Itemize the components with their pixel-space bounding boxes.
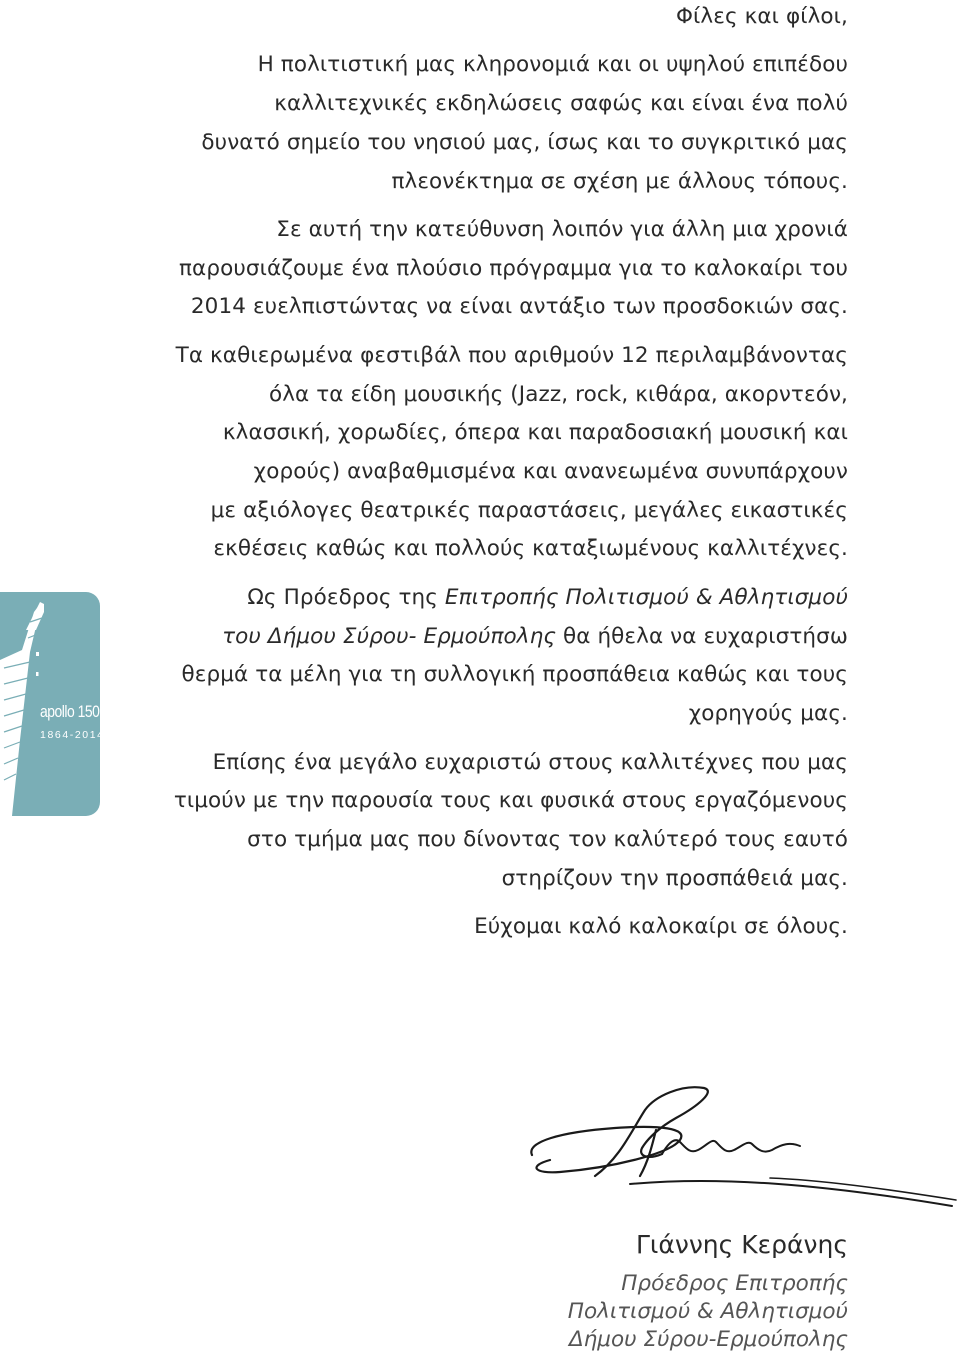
- logo-wordmark: apollo 150: [40, 702, 100, 721]
- committee-name: Επιτροπής Πολιτισμού & Αθλητισμού: [444, 585, 848, 610]
- paragraph-2-line-1: Σε αυτή την κατεύθυνση λοιπόν για άλλη μια χρονιά: [276, 217, 848, 242]
- paragraph-2-line-3: 2014 ευελπιστώντας να είναι αντάξιο των προσδοκιών σας.: [190, 294, 848, 319]
- paragraph-5-line-3: στο τμήμα μας που δίνοντας τον καλύτερό τους εαυτό: [247, 827, 848, 852]
- logo-years: 1864-2014: [40, 729, 105, 741]
- signatory-title-line-1: Πρόεδρος Επιτροπής: [621, 1271, 848, 1296]
- paragraph-1-line-3: δυνατό σημείο του νησιού μας, ίσως και το συγκριτικό μας: [201, 130, 848, 155]
- tower-logo-icon: [0, 0, 100, 820]
- paragraph-4-line-1: [247, 584, 848, 612]
- paragraph-3-line-1: Τα καθιερωμένα φεστιβάλ που αριθμούν 12 περιλαμβάνοντας: [175, 343, 848, 368]
- paragraph-3-line-2: όλα τα είδη μουσικής (Jazz, rock, κιθάρα, ακορντεόν,: [268, 382, 848, 407]
- signatory-title-line-3: Δήμου Σύρου-Ερμούπολης: [568, 1327, 848, 1352]
- paragraph-4-line-1-normal: Ως Πρόεδρος της: [247, 585, 445, 610]
- paragraph-1-line-1: Η πολιτιστική μας κληρονομιά και οι υψηλού επιπέδου: [257, 52, 848, 77]
- paragraph-2-line-2: παρουσιάζουμε ένα πλούσιο πρόγραμμα για το καλοκαίρι του: [179, 256, 848, 281]
- paragraph-4-line-3: θερμά τα μέλη για τη συλλογική προσπάθεια καθώς και τους: [181, 662, 848, 687]
- paragraph-1-line-2: καλλιτεχνικές εκδηλώσεις σαφώς και είναι ένα πολύ: [274, 91, 848, 116]
- paragraph-4-line-4: χορηγούς μας.: [688, 701, 848, 726]
- paragraph-3-line-4: χορούς) αναβαθμισμένα και ανανεωμένα συνυπάρχουν: [253, 459, 848, 484]
- paragraph-3-line-5: με αξιόλογες θεατρικές παραστάσεις, μεγάλες εικαστικές: [210, 498, 848, 523]
- handwritten-signature: [520, 1080, 960, 1210]
- closing-line: Εύχομαι καλό καλοκαίρι σε όλους.: [474, 914, 848, 939]
- paragraph-3-line-3: κλασσική, χορωδίες, όπερα και παραδοσιακή μουσική και: [222, 420, 848, 445]
- paragraph-1-line-4: πλεονέκτημα σε σχέση με άλλους τόπους.: [391, 169, 848, 194]
- paragraph-4-line-2-normal: θα ήθελα να ευχαριστήσω: [556, 624, 848, 649]
- municipality-name: του Δήμου Σύρου- Ερμούπολης: [222, 624, 557, 649]
- paragraph-3-line-6: εκθέσεις καθώς και πολλούς καταξιωμένους καλλιτέχνες.: [213, 536, 848, 561]
- signatory-title-line-2: Πολιτισμού & Αθλητισμού: [567, 1299, 848, 1324]
- greeting: Φίλες και φίλοι,: [676, 4, 848, 29]
- paragraph-5-line-1: Επίσης ένα μεγάλο ευχαριστώ στους καλλιτέχνες που μας: [212, 750, 848, 775]
- paragraph-5-line-4: στηρίζουν την προσπάθειά μας.: [501, 866, 848, 891]
- signatory-name: Γιάννης Κεράνης: [636, 1230, 848, 1259]
- paragraph-5-line-2: τιμούν με την παρουσία τους και φυσικά στους εργαζόμενους: [173, 788, 848, 813]
- paragraph-4-line-2: [222, 623, 848, 651]
